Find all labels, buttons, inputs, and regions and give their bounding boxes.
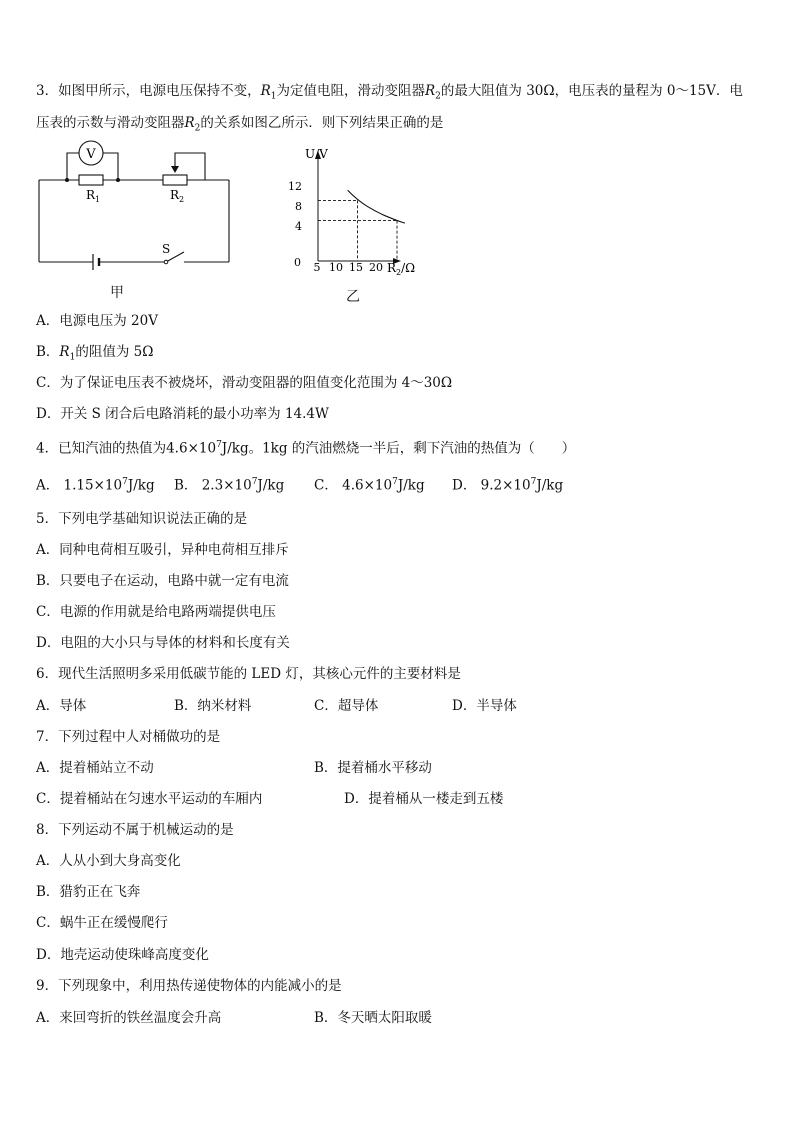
- q4-option-a: A． $1.15\times 10^7J/kg$: [36, 477, 155, 494]
- y-tick-label: 12: [288, 180, 302, 193]
- q3-option-a: A．电源电压为 20V: [36, 313, 158, 329]
- figure-caption-jia: 甲: [110, 285, 124, 301]
- q9-option-b: B．冬天晒太阳取暖: [314, 1010, 432, 1026]
- switch-label: S: [162, 242, 171, 256]
- voltmeter-label: V: [86, 147, 96, 162]
- q7-stem: 7．下列过程中人对桶做功的是: [36, 729, 221, 745]
- q8-option-a: A．人从小到大身高变化: [36, 853, 181, 869]
- q6-option-c: C．超导体: [314, 698, 379, 714]
- circuit-diagram-jia: [30, 140, 240, 270]
- switch-terminal: [164, 260, 168, 264]
- q8-option-c: C．蜗牛正在缓慢爬行: [36, 915, 168, 931]
- q4-option-d: D． $9.2\times 10^7J/kg$: [452, 477, 564, 494]
- origin-label: 0: [294, 256, 301, 269]
- q8-option-d: D．地壳运动使珠峰高度变化: [36, 947, 209, 963]
- r1-resistor: [79, 175, 103, 185]
- graph-yi: [283, 148, 423, 283]
- r2-label: $R_2$: [170, 188, 185, 204]
- slider-wire: [175, 153, 205, 180]
- x-axis-label: $R_2/\Omega$: [387, 261, 416, 277]
- q7-option-d: D．提着桶从一楼走到五楼: [344, 791, 504, 807]
- q4-stem-text: 4．已知汽油的热值为: [36, 440, 167, 457]
- r2-resistor: [163, 175, 187, 185]
- q3-text-1: 如图甲所示，电源电压保持不变，: [58, 83, 261, 99]
- q4-stem-text-2: 1kg 的汽油燃烧一半后，剩下汽油的热值为（ ）: [262, 440, 576, 457]
- q4-option-c: C． $4.6\times 10^7J/kg$: [314, 477, 425, 494]
- q5-stem: 5．下列电学基础知识说法正确的是: [36, 511, 248, 527]
- var-r1-sub: 1: [69, 352, 76, 363]
- r1-label: $R_1$: [86, 188, 101, 204]
- q7-option-a: A．提着桶站立不动: [36, 760, 154, 776]
- var-r2-sub: 2: [194, 123, 201, 134]
- q6-stem: 6．现代生活照明多采用低碳节能的 LED 灯，其核心元件的主要材料是: [36, 666, 461, 682]
- q6-option-b: B．纳米材料: [174, 698, 252, 714]
- series-curve: [348, 190, 405, 223]
- y-tick-label: 8: [295, 200, 302, 213]
- q3-option-b-text: 的阻值为 5Ω: [75, 344, 154, 360]
- junction-dot: [65, 178, 69, 182]
- q4-unit: J/kg。: [221, 440, 263, 457]
- q5-option-c: C．电源的作用就是给电路两端提供电压: [36, 604, 276, 620]
- var-r1: R: [59, 344, 70, 360]
- q4-stem: [36, 436, 575, 458]
- slider-arrow-icon: [171, 166, 179, 173]
- q6-option-d: D．半导体: [452, 698, 517, 714]
- figure-caption-yi: 乙: [346, 289, 360, 305]
- q9-option-a: A．来回弯折的铁丝温度会升高: [36, 1010, 222, 1026]
- q9-stem: 9．下列现象中，利用热传递使物体的内能减小的是: [36, 978, 342, 994]
- q3-text-2: 为定值电阻，滑动变阻器: [276, 83, 425, 99]
- x-tick-label: 10: [329, 261, 343, 274]
- q3-text-3: 的最大阻值为 30Ω，电压表的量程为 0～15V．电: [440, 83, 743, 99]
- q3-text-5: 的关系如图乙所示．则下列结果正确的是: [200, 115, 444, 131]
- q3-number: 3．: [36, 83, 59, 99]
- q7-option-c: C．提着桶站在匀速水平运动的车厢内: [36, 791, 263, 807]
- junction-dot: [116, 178, 120, 182]
- q7-option-b: B．提着桶水平移动: [314, 760, 432, 776]
- q4-value: 4.6×10: [166, 440, 217, 457]
- q3-text-4: 压表的示数与滑动变阻器: [36, 115, 185, 131]
- q5-option-d: D．电阻的大小只与导体的材料和长度有关: [36, 635, 290, 651]
- q5-option-a: A．同种电荷相互吸引，异种电荷相互排斥: [36, 542, 289, 558]
- var-r1: R: [260, 83, 271, 99]
- q6-option-a: A．导体: [36, 698, 87, 714]
- x-tick-label: 20: [369, 261, 383, 274]
- q3-option-b: [36, 343, 153, 367]
- q3-option-d: D．开关 S 闭合后电路消耗的最小功率为 14.4W: [36, 406, 329, 422]
- voltmeter-wire-right: [103, 153, 118, 180]
- q8-stem: 8．下列运动不属于机械运动的是: [36, 822, 234, 838]
- var-r2: R: [184, 115, 195, 131]
- x-tick-label: 15: [349, 261, 363, 274]
- y-tick-label: 4: [295, 220, 302, 233]
- q3-option-c: C．为了保证电压表不被烧坏，滑动变阻器的阻值变化范围为 4～30Ω: [36, 375, 453, 391]
- var-r2: R: [425, 83, 436, 99]
- var-r2-sub: 2: [435, 91, 441, 102]
- q4-exponent: 7: [216, 440, 222, 450]
- x-tick-label: 5: [313, 261, 321, 274]
- y-axis-label: U/V: [305, 148, 328, 161]
- var-r1-sub: 1: [270, 91, 277, 102]
- q5-option-b: B．只要电子在运动，电路中就一定有电流: [36, 573, 289, 589]
- q3-stem-line2: [36, 114, 443, 138]
- q3-option-b-label: B．: [36, 344, 60, 360]
- q4-option-b: B． $2.3\times 10^7J/kg$: [174, 477, 285, 494]
- q8-option-b: B．猎豹正在飞奔: [36, 884, 141, 900]
- q3-stem-line1: [36, 82, 743, 106]
- voltmeter-wire-left: [67, 153, 79, 180]
